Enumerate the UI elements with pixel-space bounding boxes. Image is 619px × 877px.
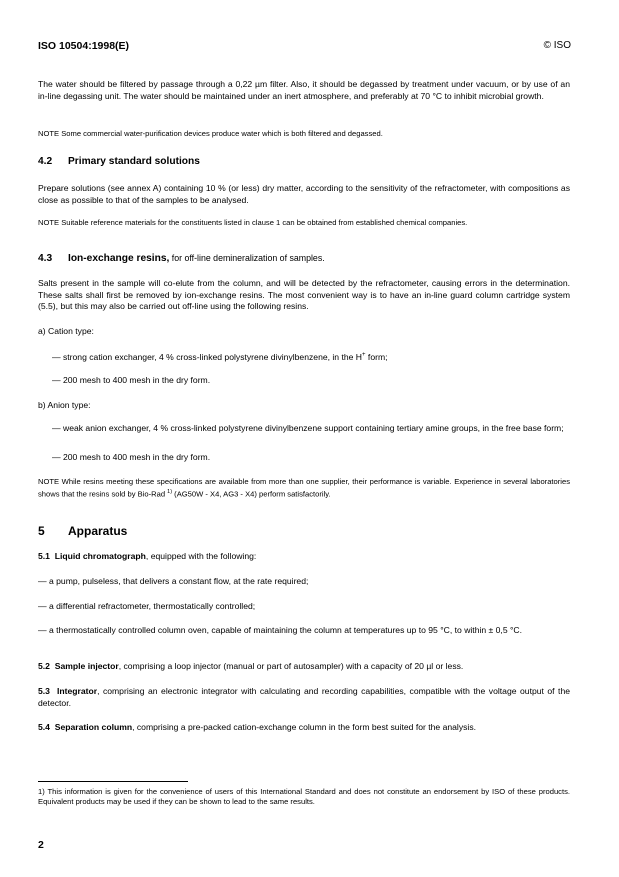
anion-item-1: — weak anion exchanger, 4 % cross-linked polystyrene divinylbenzene support containing tertiary amine groups, in the free base form;	[52, 423, 564, 433]
paragraph-4-3: Salts present in the sample will co-elute from the column, and will be detected by the refractometer, causing errors in the determination. These salts shall first be removed by ion-exchange resins. The most convenient way is to have an in-line guard column cartridge system (5.5), but this may also be carried out off-line using the following resins.	[38, 278, 570, 312]
section-title: Apparatus	[68, 524, 128, 538]
list-item: — a thermostatically controlled column oven, capable of maintaining the column at temperatures up to 95 °C, to within ± 0,5 °C.	[38, 625, 523, 635]
section-number: 4.3	[38, 253, 53, 264]
footnote: 1) This information is given for the convenience of users of this International Standard and does not constitute an endorsement by ISO of these products. Equivalent products may be used if they can be shown to lead to the same results.	[38, 787, 570, 807]
footnote-rule	[38, 781, 188, 782]
clause-title: Sample injector	[54, 661, 119, 671]
section-heading-4-3	[38, 253, 325, 264]
page-header-standard: ISO 10504:1998(E)	[38, 40, 130, 52]
paragraph-4-2: Prepare solutions (see annex A) containing 10 % (or less) dry matter, according to the sensitivity of the refractometer, with compositions as close as possible to that of the samples to be analysed.	[38, 183, 570, 205]
section-title: Primary standard solutions	[68, 156, 200, 167]
section-title-rest: for off-line demineralization of samples.	[169, 253, 325, 263]
section-title: Ion-exchange resins,	[68, 253, 170, 264]
clause-number: 5.1	[38, 551, 50, 561]
note-resins: NOTE While resins meeting these specifications are available from more than one supplier, their performance is variable. Experience in several laboratories shows that the resins sold by Bio-Rad $^{1)}$ (AG50W - X4, AG3 - X4) perform satisfactorily.	[38, 477, 570, 499]
paragraph-5-1: 5.1 Liquid chromatograph, equipped with the following:	[38, 551, 257, 561]
section-heading-5	[38, 524, 127, 538]
list-item: — a pump, pulseless, that delivers a constant flow, at the rate required;	[38, 576, 309, 586]
paragraph-5-3: 5.3 Integrator, comprising an electronic integrator with calculating and recording capabilities, compatible with the voltage output of the detector.	[38, 686, 571, 708]
clause-title: Separation column	[54, 722, 133, 732]
clause-title: Liquid chromatograph	[54, 551, 146, 561]
cation-item-2: — 200 mesh to 400 mesh in the dry form.	[52, 375, 211, 385]
page-number: 2	[38, 839, 44, 851]
section-number: 4.2	[38, 156, 53, 167]
clause-number: 5.2	[38, 661, 50, 671]
paragraph-5-2: 5.2 Sample injector, comprising a loop injector (manual or part of autosampler) with a capacity of 20 µl or less.	[38, 661, 464, 671]
clause-number: 5.4	[38, 722, 50, 732]
note-water: NOTE Some commercial water-purification devices produce water which is both filtered and degassed.	[38, 129, 383, 138]
anion-item-2: — 200 mesh to 400 mesh in the dry form.	[52, 452, 211, 462]
cation-item-1: — strong cation exchanger, 4 % cross-linked polystyrene divinylbenzene, in the H+ form;	[52, 351, 388, 362]
clause-number: 5.3	[38, 686, 50, 696]
page-header-copyright: © ISO	[543, 40, 571, 51]
anion-label: b) Anion type:	[38, 400, 91, 410]
paragraph-5-4: 5.4 Separation column, comprising a pre-packed cation-exchange column in the form best suited for the analysis.	[38, 722, 477, 732]
section-number: 5	[38, 524, 45, 538]
list-item: — a differential refractometer, thermostatically controlled;	[38, 601, 256, 611]
clause-title: Integrator	[56, 686, 98, 696]
note-4-2: NOTE Suitable reference materials for the constituents listed in clause 1 can be obtained from established chemical companies.	[38, 218, 468, 227]
section-heading-4-2	[38, 156, 200, 167]
cation-label: a) Cation type:	[38, 326, 94, 336]
paragraph-water: The water should be filtered by passage through a 0,22 µm filter. Also, it should be degassed by treatment under vacuum, or by use of an in-line degassing unit. The water should be maintained under an inert atmosphere, and preferably at 70 °C to inhibit microbial growth.	[38, 79, 570, 101]
